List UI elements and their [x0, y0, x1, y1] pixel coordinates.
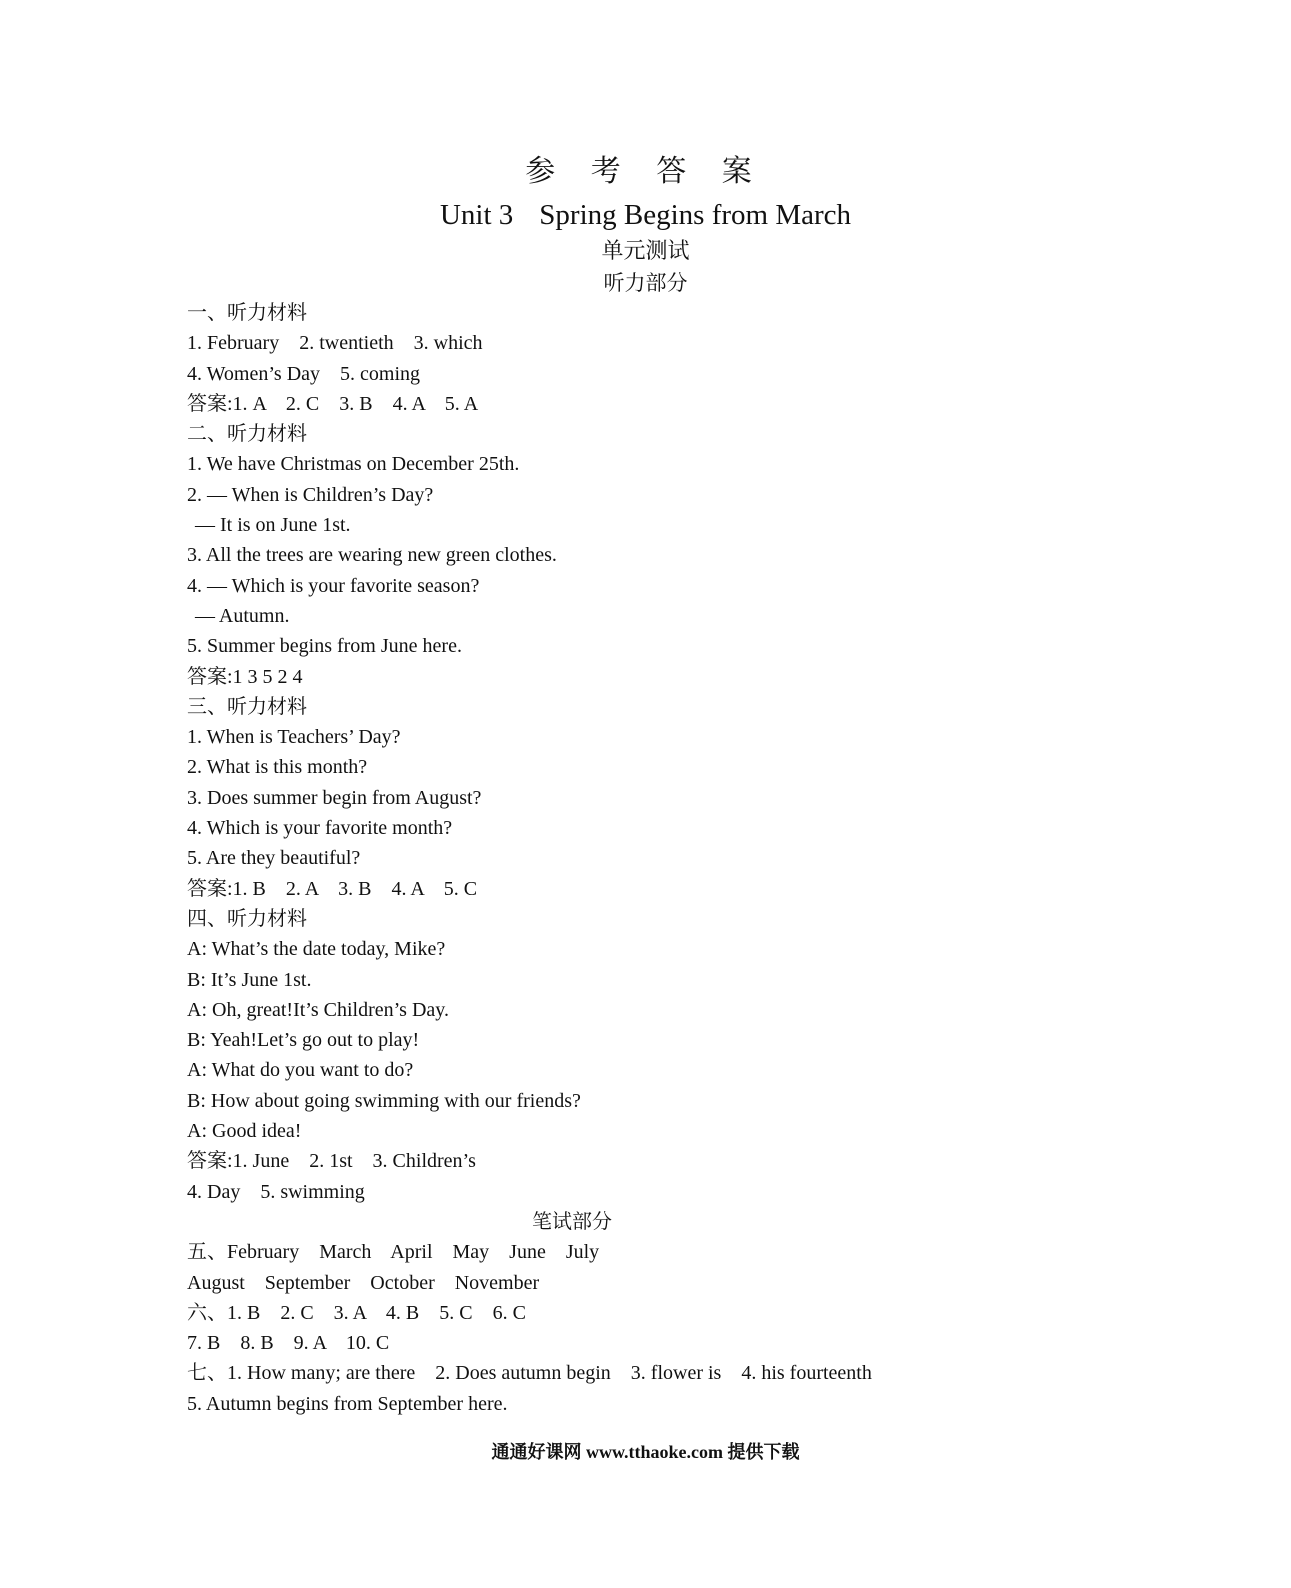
dialogue-line: B: It’s June 1st.: [187, 968, 312, 991]
answer-line: 3. Does summer begin from August?: [187, 786, 482, 809]
answer-line: 答案:1. B 2. A 3. B 4. A 5. C: [187, 877, 478, 900]
dialogue-line: B: How about going swimming with our friends?: [187, 1089, 581, 1112]
dialogue-line: A: What’s the date today, Mike?: [187, 938, 446, 961]
part-7-line: 七、1. How many; are there 2. Does autumn begin 3. flower is 4. his fourteenth: [187, 1362, 872, 1385]
answer-line: 3. All the trees are wearing new green clothes.: [187, 544, 557, 567]
answer-line: 答案:1 3 5 2 4: [187, 665, 303, 688]
part-6-line: 六、1. B 2. C 3. A 4. B 5. C 6. C: [187, 1301, 526, 1324]
part-4-heading: 四、听力材料: [187, 907, 307, 930]
answer-line: 4. Day 5. swimming: [187, 1180, 365, 1203]
dialogue-line: A: Oh, great!It’s Children’s Day.: [187, 998, 449, 1021]
test-subtitle: 单元测试: [601, 238, 690, 263]
answer-line: 1. We have Christmas on December 25th.: [187, 453, 520, 476]
dialogue-line: B: Yeah!Let’s go out to play!: [187, 1029, 420, 1052]
answer-body: [187, 298, 1147, 1419]
listening-section-heading: 听力部分: [603, 271, 688, 295]
dialogue-line: A: What do you want to do?: [187, 1059, 414, 1082]
part-3-heading: 三、听力材料: [187, 695, 307, 718]
footer-credit: 通通好课网 www.tthaoke.com 提供下载: [491, 1442, 800, 1462]
answer-line: 2. What is this month?: [187, 756, 368, 779]
part-5-line: 五、February March April May June July: [187, 1241, 600, 1264]
unit-label: Unit 3: [439, 199, 514, 231]
answer-line: — Autumn.: [195, 604, 290, 627]
answer-line: 4. Which is your favorite month?: [187, 817, 453, 840]
answer-line: 2. — When is Children’s Day?: [187, 483, 434, 506]
answer-line: 5. Autumn begins from September here.: [187, 1392, 508, 1415]
written-section-heading: 笔试部分: [532, 1210, 612, 1233]
part-2-heading: 二、听力材料: [187, 423, 307, 446]
answer-line: 5. Are they beautiful?: [187, 847, 361, 870]
unit-title: Spring Begins from March: [539, 199, 852, 231]
answer-line: 7. B 8. B 9. A 10. C: [187, 1332, 390, 1355]
answer-line: 5. Summer begins from June here.: [187, 635, 462, 658]
answer-line: 1. February 2. twentieth 3. which: [187, 332, 483, 355]
answer-line: 4. — Which is your favorite season?: [187, 574, 480, 597]
answer-line: 答案:1. A 2. C 3. B 4. A 5. A: [187, 392, 479, 415]
dialogue-line: A: Good idea!: [187, 1120, 302, 1143]
page-title: 参 考 答 案: [525, 155, 766, 188]
unit-heading: [0, 196, 1291, 234]
answer-line: August September October November: [187, 1271, 540, 1294]
part-1-heading: 一、听力材料: [187, 302, 307, 324]
answer-line: 答案:1. June 2. 1st 3. Children’s: [187, 1150, 476, 1173]
answer-line: 4. Women’s Day 5. coming: [187, 362, 420, 385]
answer-line: 1. When is Teachers’ Day?: [187, 726, 401, 749]
answer-line: — It is on June 1st.: [195, 514, 351, 537]
